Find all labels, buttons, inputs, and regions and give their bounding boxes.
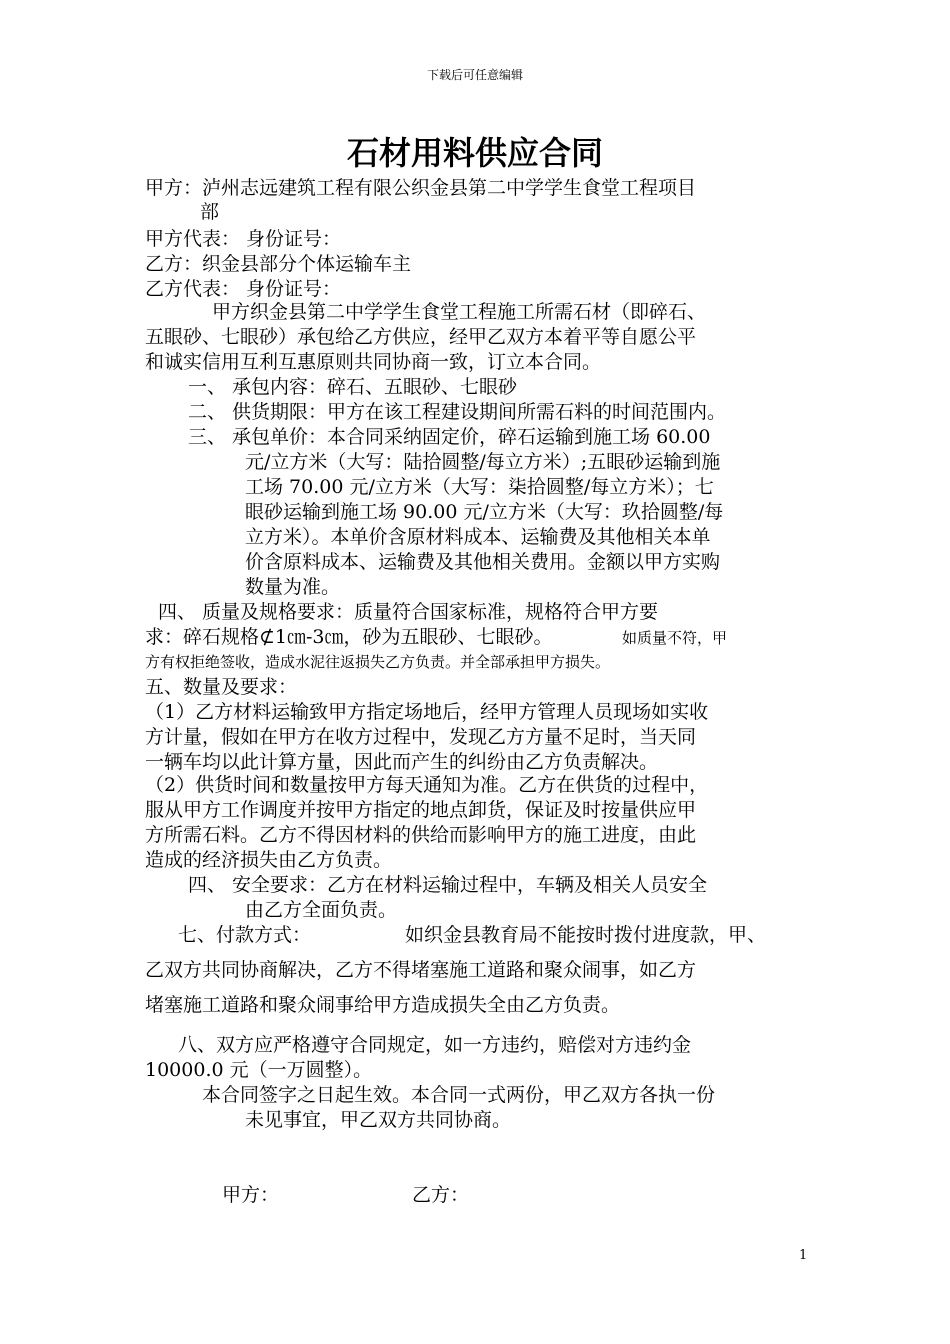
clause-2: 二、 供货期限：甲方在该工程建设期间所需石料的时间范围内。 [188,401,727,423]
party-b-line: 乙方：织金县部分个体运输车主 [145,253,412,275]
clause-quality-small: 方有权拒绝签收，造成水泥往返损失乙方负责。并全部承担甲方损失。 [145,653,611,671]
clause-payment-label: 七、付款方式： [178,924,312,946]
clause-3-cont: 数量为准。 [245,576,341,598]
clause-3: 三、 承包单价：本合同采纳固定价，碎石运输到施工场 60.00 [188,426,711,448]
clause-3-cont: 工场 70.00 元/立方米（大写：柒拾圆整/每立方米）；七 [245,476,714,498]
clause-quality: 四、 质量及规格要求：质量符合国家标准，规格符合甲方要 [158,601,659,623]
clause-quantity: 五、数量及要求： [145,676,298,698]
clause-quality-small: 如质量不符，甲 [622,629,728,647]
page-header: 下载后可任意编辑 [426,68,523,82]
effective-clause: 本合同签字之日起生效。本合同一式两份，甲乙双方各执一份 [202,1084,716,1106]
clause-3-cont: 眼砂运输到施工场 90.00 元/立方米（大写：玖拾圆整/每 [245,501,724,523]
clause-breach-cont: 10000.0 元（一万圆整）。 [145,1059,373,1081]
intro-paragraph: 甲方织金县第二中学学生食堂工程施工所需石材（即碎石、 [212,301,707,323]
contract-title: 石材用料供应合同 [346,134,603,172]
party-b-representative: 乙方代表： 身份证号： [145,278,342,300]
clause-quantity-2-cont: 造成的经济损失由乙方负责。 [145,849,393,871]
clause-quantity-2: （2）供货时间和数量按甲方每天通知为准。乙方在供货的过程中， [145,774,709,796]
clause-payment-cont: 乙双方共同协商解决，乙方不得堵塞施工道路和聚众闹事，如乙方 [145,959,697,981]
party-a-representative: 甲方代表： 身份证号： [145,228,342,250]
clause-3-cont: 元/立方米（大写：陆拾圆整/每立方米）;五眼砂运输到施 [245,451,721,473]
effective-clause-cont: 未见事宜，甲乙双方共同协商。 [245,1109,512,1131]
clause-quality-cont: 求：碎石规格⊄1㎝-3㎝，砂为五眼砂、七眼砂。 [145,626,553,648]
clause-quantity-2-cont: 方所需石料。乙方不得因材料的供给而影响甲方的施工进度，由此 [145,824,697,846]
party-a-line: 甲方：泸州志远建筑工程有限公织金县第二中学学生食堂工程项目 [145,177,697,199]
signature-party-b: 乙方： [412,1184,470,1206]
clause-3-cont: 价含原料成本、运输费及其他相关费用。金额以甲方实购 [245,551,721,573]
clause-quantity-2-cont: 服从甲方工作调度并按甲方指定的地点卸货，保证及时按量供应甲 [145,799,697,821]
party-a-line-cont: 部 [200,201,220,223]
intro-paragraph: 和诚实信用互利互惠原则共同协商一致，订立本合同。 [145,351,602,373]
clause-quantity-1-cont: 一辆车均以此计算方量，因此而产生的纠纷由乙方负责解决。 [145,751,659,773]
page-number: 1 [799,1248,808,1263]
clause-1: 一、 承包内容：碎石、五眼砂、七眼砂 [188,376,518,398]
intro-paragraph: 五眼砂、七眼砂）承包给乙方供应，经甲乙双方本着平等自愿公平 [145,326,697,348]
clause-safety-cont: 由乙方全面负责。 [245,899,398,921]
clause-safety: 四、 安全要求：乙方在材料运输过程中，车辆及相关人员安全 [188,874,708,896]
clause-payment-cont: 堵塞施工道路和聚众闹事给甲方造成损失全由乙方负责。 [145,994,621,1016]
clause-quantity-1: （1）乙方材料运输致甲方指定场地后，经甲方管理人员现场如实收 [145,701,709,723]
clause-payment: 如织金县教育局不能按时拨付进度款，甲、 [405,924,767,946]
signature-party-a: 甲方： [222,1184,280,1206]
clause-breach: 八、双方应严格遵守合同规定，如一方违约，赔偿对方违约金 [178,1034,692,1056]
clause-quantity-1-cont: 方计量，假如在甲方在收方过程中，发现乙方方量不足时，当天同 [145,726,697,748]
clause-3-cont: 立方米）。本单价含原材料成本、运输费及其他相关本单 [245,526,711,548]
